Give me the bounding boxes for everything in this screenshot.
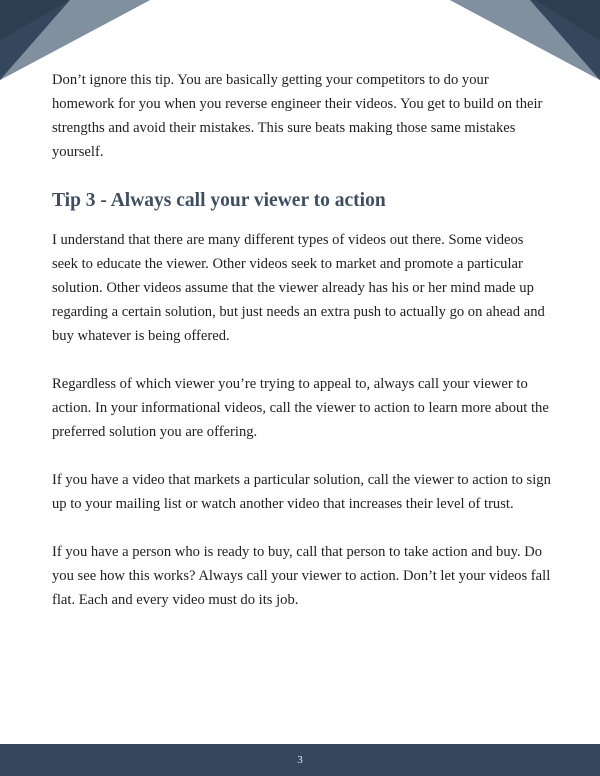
intro-paragraph: Don’t ignore this tip. You are basically getting your competitors to do your homework for you when you reverse engineer their videos. You get to build on their strengths and avoid their mistakes. This sure beats making those same mistakes yourself. bbox=[52, 72, 543, 160]
paragraph-4: If you have a person who is ready to buy, call that person to take action and buy. Do you see how this works? Always call your viewer to action. Don’t let your videos fall flat. Each and every video must do its job. bbox=[52, 544, 551, 608]
section-heading: Tip 3 - Always call your viewer to action bbox=[52, 190, 386, 211]
page-footer bbox=[0, 744, 600, 776]
paragraph-1: I understand that there are many different types of videos out there. Some videos seek to educate the viewer. Other videos seek to market and promote a particular solution. Other videos assume that the viewer already has his or her mind made up regarding a certain solution, but just needs an extra push to actually go on ahead and buy whatever is being offered. bbox=[52, 232, 545, 344]
paragraph-3: If you have a video that markets a particular solution, call the viewer to action to sign up to your mailing list or watch another video that increases their level of trust. bbox=[52, 472, 551, 512]
page-content bbox=[52, 68, 552, 636]
page-number: 3 bbox=[297, 754, 303, 766]
paragraph-2: Regardless of which viewer you’re trying to appeal to, always call your viewer to action. In your informational videos, call the viewer to action to learn more about the preferred solution you are offering. bbox=[52, 376, 549, 440]
